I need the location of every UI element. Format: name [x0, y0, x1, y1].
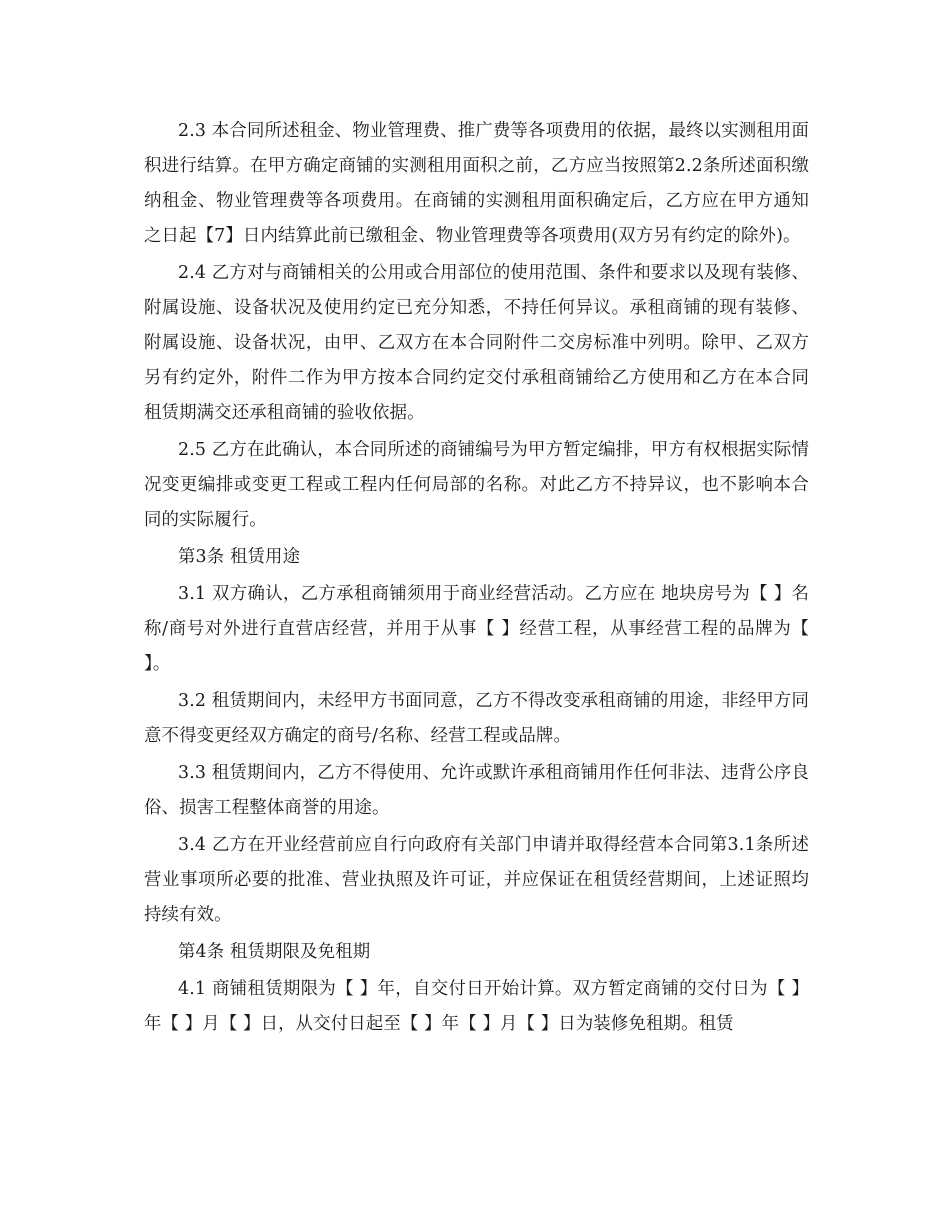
clause-3-3: 3.3 租赁期间内，乙方不得使用、允许或默许承租商铺用作任何非法、违背公序良俗、损害工程整体商誉的用途。 — [144, 763, 809, 818]
document-body — [144, 114, 809, 1044]
clause-3-2: 3.2 租赁期间内，未经甲方书面同意，乙方不得改变承租商铺的用途，非经甲方同意不得变更经双方确定的商号/名称、经营工程或品牌。 — [144, 691, 809, 746]
clause-2-5: 2.5 乙方在此确认，本合同所述的商铺编号为甲方暂定编排，甲方有权根据实际情况变更编排或变更工程或工程内任何局部的名称。对此乙方不持异议，也不影响本合同的实际履行。 — [144, 440, 809, 530]
article-3-heading: 第3条 租赁用途 — [178, 547, 301, 567]
clause-4-1: 4.1 商铺租赁期限为【 】年，自交付日开始计算。双方暂定商铺的交付日为【 】年【 】月【 】日，从交付日起至【 】年【 】月【 】日为装修免租期。租赁 — [144, 979, 809, 1034]
clause-3-1: 3.1 双方确认，乙方承租商铺须用于商业经营活动。乙方应在 地块房号为【 】名称/商号对外进行直营店经营，并用于从事【 】经营工程，从事经营工程的品牌为【 】。 — [144, 584, 809, 674]
article-4-heading: 第4条 租赁期限及免租期 — [178, 942, 371, 962]
clause-3-4: 3.4 乙方在开业经营前应自行向政府有关部门申请并取得经营本合同第3.1条所述营业事项所必要的批准、营业执照及许可证，并应保证在租赁经营期间，上述证照均持续有效。 — [144, 835, 809, 925]
clause-2-4: 2.4 乙方对与商铺相关的公用或合用部位的使用范围、条件和要求以及现有装修、附属设施、设备状况及使用约定已充分知悉，不持任何异议。承租商铺的现有装修、附属设施、设备状况，由甲、乙双方在本合同附件二交房标准中列明。除甲、乙双方另有约定外，附件二作为甲方按本合同约定交付承租商铺给乙方使用和乙方在本合同租赁期满交还承租商铺的验收依据。 — [144, 263, 809, 423]
clause-2-3: 2.3 本合同所述租金、物业管理费、推广费等各项费用的依据，最终以实测租用面积进行结算。在甲方确定商铺的实测租用面积之前，乙方应当按照第2.2条所述面积缴纳租金、物业管理费等各项费用。在商铺的实测租用面积确定后，乙方应在甲方通知之日起【7】日内结算此前已缴租金、物业管理费等各项费用(双方另有约定的除外)。 — [144, 121, 809, 246]
